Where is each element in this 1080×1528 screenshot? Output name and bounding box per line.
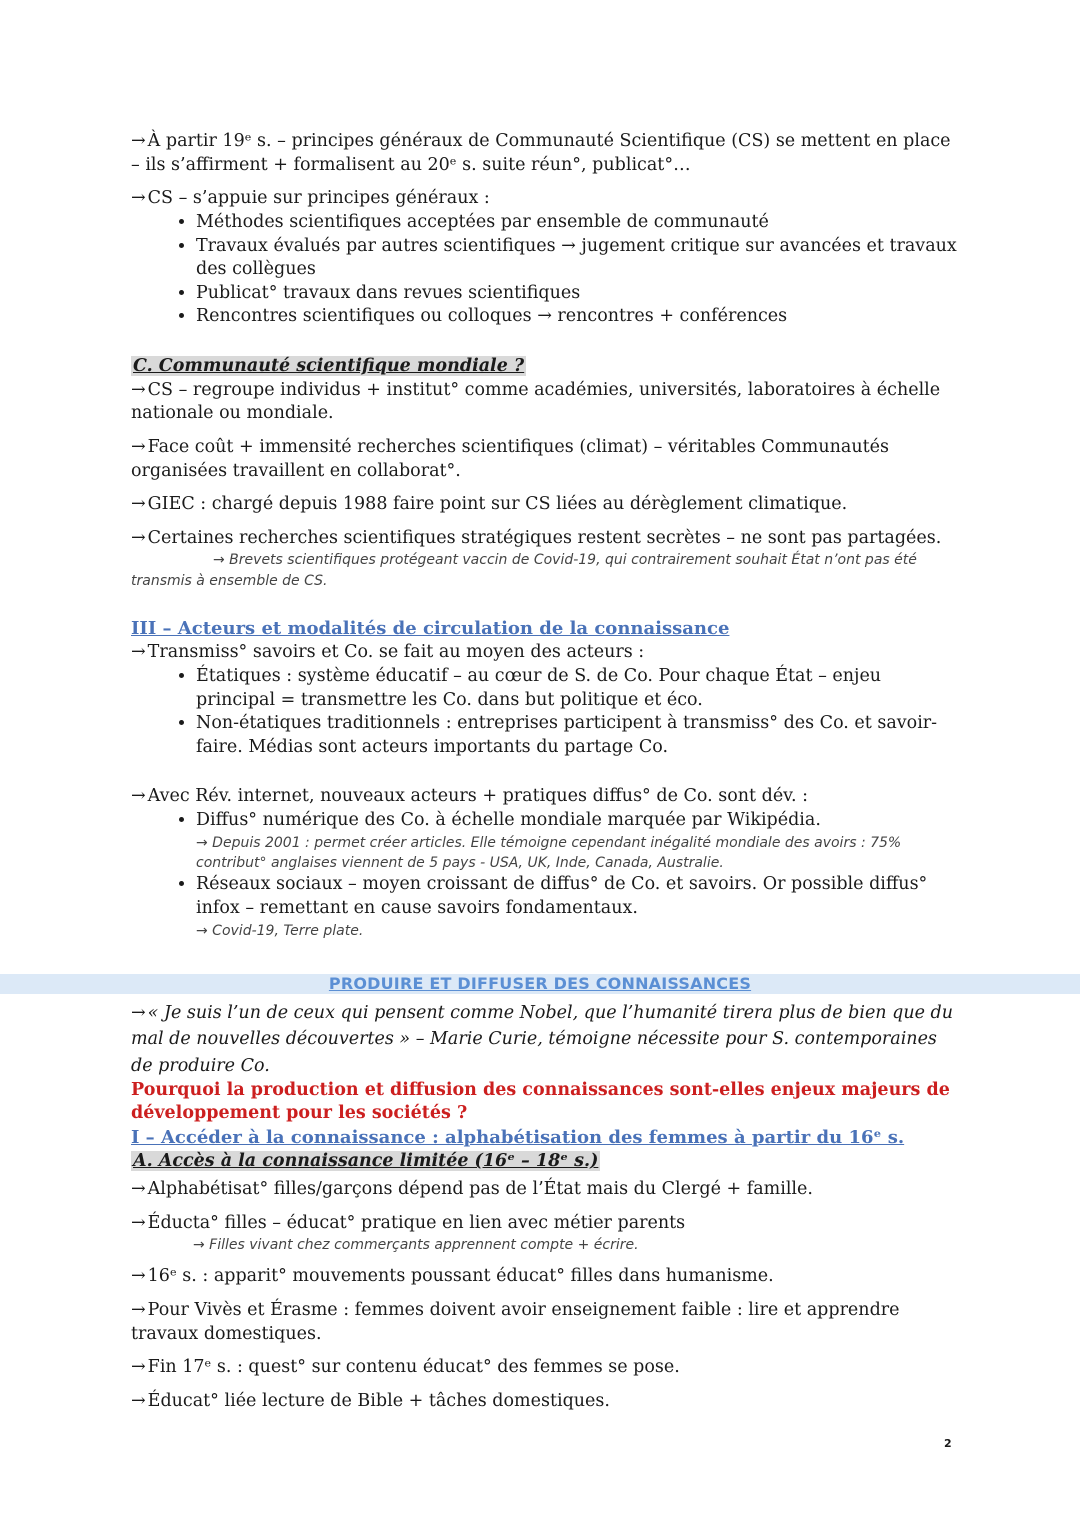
handwritten-note: → Brevets scientifiques protégeant vaccin de Covid-19, qui contrairement souhait État n’ont pas été transmis à ensemble de CS. <box>131 552 917 589</box>
arrow-icon: → <box>131 1178 146 1199</box>
quote <box>131 1000 961 1079</box>
bullet-list <box>131 665 961 760</box>
paragraph-text: GIEC : chargé depuis 1988 faire point sur CS liées au dérèglement climatique. <box>147 494 848 515</box>
paragraph <box>131 785 961 809</box>
chapter-intro <box>131 1000 961 1414</box>
list-item-text: Réseaux sociaux – moyen croissant de diffus° de Co. et savoirs. Or possible diffus° infox – remettant en cause savoirs fondamentaux. <box>196 874 928 918</box>
paragraph <box>131 130 961 177</box>
arrow-icon: → <box>131 527 146 548</box>
list-item: • Rencontres scientifiques ou colloques → rencontres + conférences <box>196 305 961 329</box>
paragraph <box>131 1212 961 1236</box>
paragraph-text: Éducat° liée lecture de Bible + tâches domestiques. <box>147 1390 610 1411</box>
paragraph-text: Certaines recherches scientifiques stratégiques restent secrètes – ne sont pas partagées. <box>147 527 942 548</box>
arrow-icon: → <box>131 131 146 151</box>
paragraph <box>131 493 961 517</box>
paragraph <box>131 436 961 483</box>
handwritten-note: → Depuis 2001 : permet créer articles. Elle témoigne cependant inégalité mondiale des avoirs : 75% contribut° anglaises viennent de 5 pays - USA, UK, Inde, Canada, Australie. <box>196 834 902 871</box>
section-c <box>131 355 961 591</box>
paragraph <box>131 1265 961 1289</box>
page-number: 2 <box>944 1437 952 1450</box>
arrow-icon: → <box>131 786 146 807</box>
part-heading: III – Acteurs et modalités de circulation de la connaissance <box>131 618 730 639</box>
paragraph-text: CS – regroupe individus + institut° comme académies, universités, laboratoires à échelle nationale ou mondiale. <box>131 379 941 424</box>
paragraph <box>131 1299 961 1346</box>
arrow-icon: → <box>131 1300 146 1321</box>
section-cs-principles <box>131 130 961 329</box>
handwritten-note: → Covid-19, Terre plate. <box>196 922 364 939</box>
chapter-banner <box>0 974 1080 994</box>
list-item: • Publicat° travaux dans revues scientifiques <box>196 282 961 306</box>
paragraph-text: Face coût + immensité recherches scientifiques (climat) – véritables Communautés organisées travaillent en collaborat°. <box>131 436 890 481</box>
chapter-title: PRODUIRE ET DIFFUSER DES CONNAISSANCES <box>328 974 752 993</box>
section-iii <box>131 617 961 941</box>
paragraph <box>131 379 961 426</box>
list-item: • Méthodes scientifiques acceptées par ensemble de communauté <box>196 211 961 235</box>
arrow-icon: → <box>131 379 146 400</box>
list-item: • Non-étatiques traditionnels : entreprises participent à transmiss° des Co. et savoir-faire. Médias sont acteurs importants du partage Co. <box>196 712 961 759</box>
arrow-icon: → <box>131 1357 146 1378</box>
paragraph-text: À partir 19ᵉ s. – principes généraux de Communauté Scientifique (CS) se mettent en place – ils s’affirment + formalisent au 20ᵉ s. suite réun°, publicat°… <box>131 131 951 175</box>
arrow-icon: → <box>131 642 146 663</box>
list-item: • Étatiques : système éducatif – au cœur de S. de Co. Pour chaque État – enjeu principal = transmettre les Co. dans but politique et éco. <box>196 665 961 712</box>
paragraph <box>131 527 961 551</box>
bullet-list <box>131 211 961 329</box>
section-heading: A. Accès à la connaissance limitée (16ᵉ – 18ᵉ s.) <box>133 1151 599 1172</box>
arrow-icon: → <box>131 436 146 457</box>
arrow-icon: → <box>131 1266 146 1287</box>
arrow-icon: → <box>131 1212 146 1233</box>
list-item-text: Diffus° numérique des Co. à échelle mondiale marquée par Wikipédia. <box>196 810 821 831</box>
paragraph <box>131 641 961 665</box>
arrow-icon: → <box>131 1003 146 1023</box>
paragraph <box>131 187 961 211</box>
list-item: • Travaux évalués par autres scientifiques → jugement critique sur avancées et travaux des collègues <box>196 235 961 282</box>
paragraph <box>131 1390 961 1414</box>
paragraph <box>131 1356 961 1380</box>
arrow-icon: → <box>131 1390 146 1411</box>
paragraph-text: Transmiss° savoirs et Co. se fait au moyen des acteurs : <box>147 642 645 663</box>
paragraph-text: Avec Rév. internet, nouveaux acteurs + pratiques diffus° de Co. sont dév. : <box>147 786 809 807</box>
problem-question: Pourquoi la production et diffusion des connaissances sont-elles enjeux majeurs de développement pour les sociétés ? <box>131 1079 950 1124</box>
handwritten-note: → Filles vivant chez commerçants apprennent compte + écrire. <box>193 1237 639 1254</box>
paragraph <box>131 1178 961 1202</box>
paragraph-text: CS – s’appuie sur principes généraux : <box>147 188 490 209</box>
paragraph-text: Fin 17ᵉ s. : quest° sur contenu éducat° des femmes se pose. <box>147 1357 680 1378</box>
arrow-icon: → <box>131 188 146 209</box>
list-item <box>196 809 961 873</box>
quote-text: « Je suis l’un de ceux qui pensent comme Nobel, que l’humanité tirera plus de bien que du mal de nouvelles découvertes » – Marie Curie, témoigne nécessite pour S. contemporaines de produire Co. <box>131 1003 953 1076</box>
paragraph-text: Éducta° filles – éducat° pratique en lien avec métier parents <box>147 1212 686 1233</box>
part-heading: I – Accéder à la connaissance : alphabétisation des femmes à partir du 16ᵉ s. <box>131 1127 905 1148</box>
list-item <box>196 873 961 941</box>
bullet-list <box>131 809 961 941</box>
paragraph-text: Pour Vivès et Érasme : femmes doivent avoir enseignement faible : lire et apprendre travaux domestiques. <box>131 1300 900 1344</box>
arrow-icon: → <box>131 494 146 515</box>
section-heading: C. Communauté scientifique mondiale ? <box>133 356 525 376</box>
paragraph-text: Alphabétisat° filles/garçons dépend pas de l’État mais du Clergé + famille. <box>147 1178 813 1199</box>
paragraph-text: 16ᵉ s. : apparit° mouvements poussant éducat° filles dans humanisme. <box>147 1266 774 1287</box>
